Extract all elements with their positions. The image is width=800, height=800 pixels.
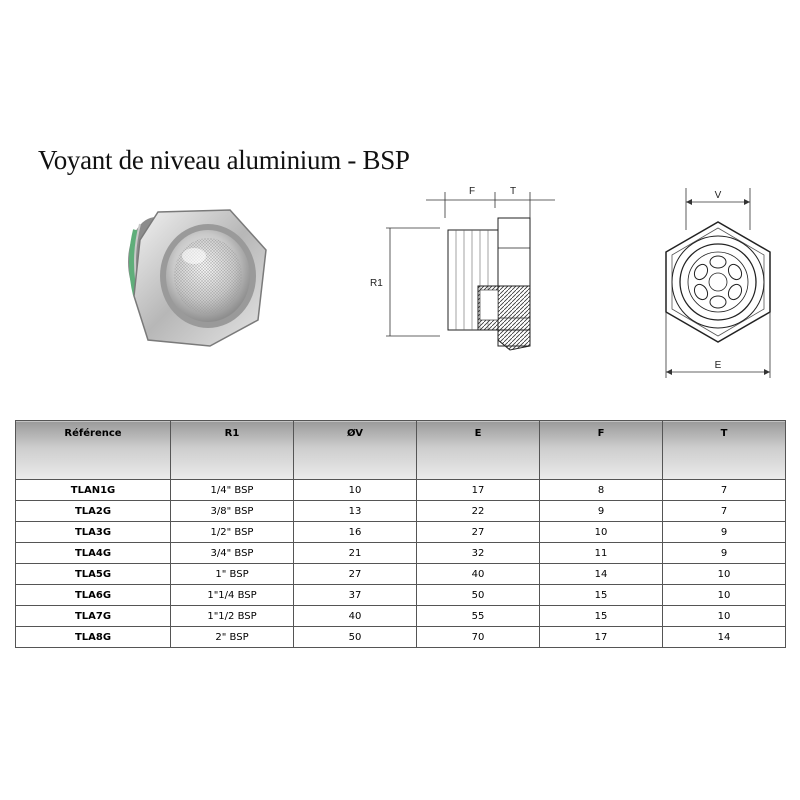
table-row [16, 585, 786, 606]
header-t: T [663, 421, 786, 480]
cell-reference: TLA7G [16, 606, 171, 627]
cell-f: 17 [540, 627, 663, 648]
header-v: ØV [294, 421, 417, 480]
cell-e: 22 [417, 501, 540, 522]
cell-e: 70 [417, 627, 540, 648]
cell-e: 27 [417, 522, 540, 543]
front-view-drawing [648, 180, 788, 380]
cell-v: 13 [294, 501, 417, 522]
cell-reference: TLAN1G [16, 480, 171, 501]
cell-r1: 1/4" BSP [171, 480, 294, 501]
cell-f: 11 [540, 543, 663, 564]
cell-e: 50 [417, 585, 540, 606]
table-row [16, 480, 786, 501]
table-row [16, 564, 786, 585]
cell-f: 14 [540, 564, 663, 585]
cell-t: 10 [663, 606, 786, 627]
table-row [16, 627, 786, 648]
cell-r1: 3/8" BSP [171, 501, 294, 522]
cell-reference: TLA5G [16, 564, 171, 585]
cell-e: 40 [417, 564, 540, 585]
dim-t-label: T [509, 186, 517, 197]
cell-t: 9 [663, 522, 786, 543]
table-row [16, 522, 786, 543]
cell-t: 7 [663, 501, 786, 522]
cell-v: 16 [294, 522, 417, 543]
dim-v-label: V [714, 190, 722, 201]
header-f: F [540, 421, 663, 480]
cell-f: 8 [540, 480, 663, 501]
cell-e: 17 [417, 480, 540, 501]
cell-r1: 3/4" BSP [171, 543, 294, 564]
cell-e: 55 [417, 606, 540, 627]
cell-f: 9 [540, 501, 663, 522]
cell-v: 21 [294, 543, 417, 564]
side-section-drawing [360, 178, 560, 368]
cell-reference: TLA6G [16, 585, 171, 606]
cell-reference: TLA3G [16, 522, 171, 543]
dim-f-label: F [468, 186, 476, 197]
cell-v: 50 [294, 627, 417, 648]
cell-t: 10 [663, 585, 786, 606]
table-row [16, 543, 786, 564]
cell-r1: 2" BSP [171, 627, 294, 648]
cell-r1: 1"1/2 BSP [171, 606, 294, 627]
cell-r1: 1" BSP [171, 564, 294, 585]
table-header-row [16, 421, 786, 480]
cell-f: 10 [540, 522, 663, 543]
cell-reference: TLA8G [16, 627, 171, 648]
header-r1: R1 [171, 421, 294, 480]
cell-e: 32 [417, 543, 540, 564]
cell-r1: 1"1/4 BSP [171, 585, 294, 606]
table-row [16, 501, 786, 522]
cell-f: 15 [540, 585, 663, 606]
spec-table [15, 420, 786, 648]
header-reference: Référence [16, 421, 171, 480]
cell-t: 9 [663, 543, 786, 564]
dim-e-label: E [714, 360, 722, 371]
cell-v: 40 [294, 606, 417, 627]
page-title: Voyant de niveau aluminium - BSP [38, 145, 410, 175]
cell-t: 7 [663, 480, 786, 501]
table-row [16, 606, 786, 627]
cell-r1: 1/2" BSP [171, 522, 294, 543]
cell-t: 14 [663, 627, 786, 648]
cell-reference: TLA2G [16, 501, 171, 522]
cell-t: 10 [663, 564, 786, 585]
dim-r1-label: R1 [370, 278, 383, 289]
header-e: E [417, 421, 540, 480]
product-photo [118, 200, 270, 352]
cell-f: 15 [540, 606, 663, 627]
cell-v: 27 [294, 564, 417, 585]
cell-v: 10 [294, 480, 417, 501]
cell-reference: TLA4G [16, 543, 171, 564]
cell-v: 37 [294, 585, 417, 606]
